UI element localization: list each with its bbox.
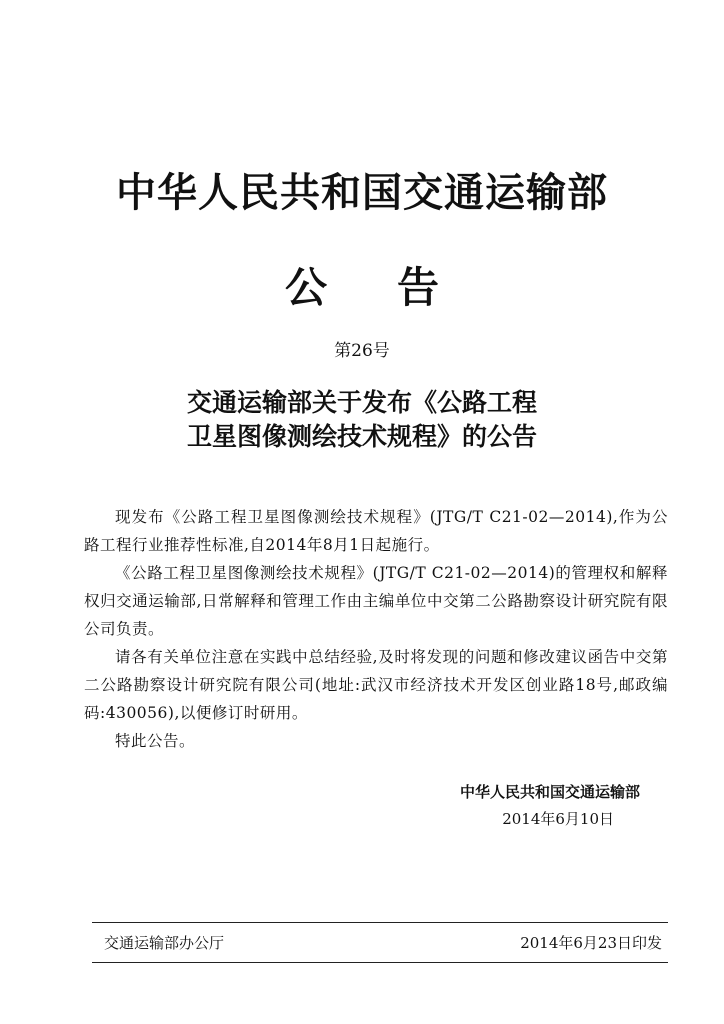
footer-issuer: 交通运输部办公厅 xyxy=(104,934,225,952)
announcement-body xyxy=(84,503,668,755)
ministry-title: 中华人民共和国交通运输部 xyxy=(116,169,608,216)
document-type-char-left: 公 xyxy=(284,263,327,312)
footer-print-date: 2014年6月23日印发 xyxy=(520,934,662,952)
footer-divider-bottom xyxy=(92,962,668,963)
announcement-subject xyxy=(0,386,724,454)
footer-divider-top xyxy=(92,922,668,923)
issue-number: 第26号 xyxy=(334,341,390,361)
body-paragraph-4: 特此公告。 xyxy=(115,732,196,750)
body-paragraph-1: 现发布《公路工程卫星图像测绘技术规程》(JTG/T C21-02—2014),作为公路工程行业推荐性标准,自2014年8月1日起施行。 xyxy=(84,508,668,554)
document-type-heading xyxy=(0,262,724,314)
signature-organization: 中华人民共和国交通运输部 xyxy=(459,783,640,801)
signature-date: 2014年6月10日 xyxy=(502,810,614,828)
subject-line-1: 交通运输部关于发布《公路工程 xyxy=(186,388,537,417)
body-paragraph-3: 请各有关单位注意在实践中总结经验,及时将发现的问题和修改建议函告中交第二公路勘察设计研究院有限公司(地址:武汉市经济技术开发区创业路18号,邮政编码:430056),以便修订时研用。 xyxy=(84,648,668,722)
document-type-char-right: 告 xyxy=(397,263,440,312)
subject-line-2: 卫星图像测绘技术规程》的公告 xyxy=(186,422,537,451)
body-paragraph-2: 《公路工程卫星图像测绘技术规程》(JTG/T C21-02—2014)的管理权和解释权归交通运输部,日常解释和管理工作由主编单位中交第二公路勘察设计研究院有限公司负责。 xyxy=(84,564,668,638)
